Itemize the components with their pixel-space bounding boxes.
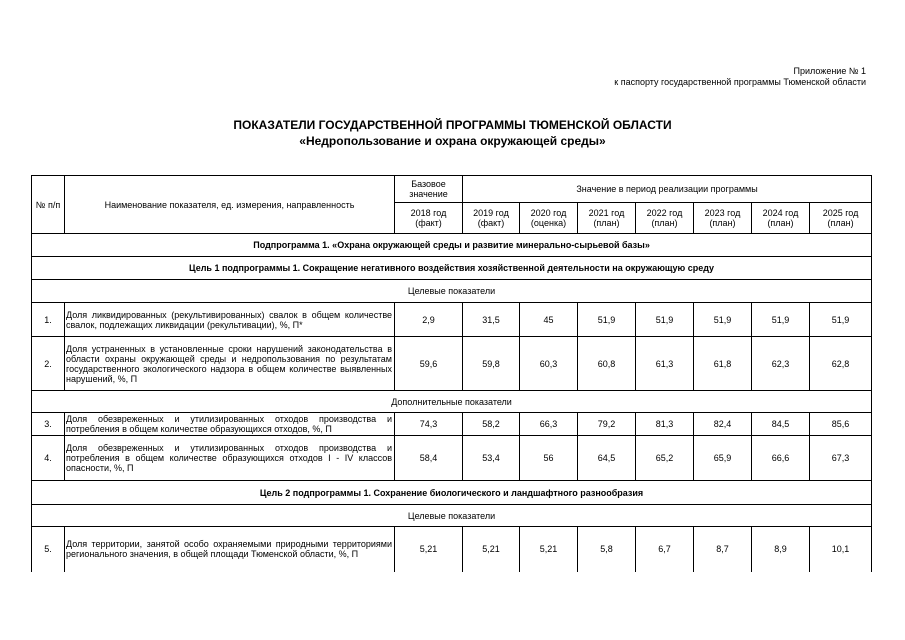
subsection-row [32,391,872,413]
subprogram-title: Подпрограмма 1. «Охрана окружающей среды и развитие минерально-сырьевой базы» [32,234,872,257]
title-line-2: «Недропользование и охрана окружающей среды» [299,134,606,148]
row-value: 85,6 [810,413,872,436]
row-value: 60,8 [578,337,636,391]
row-name: Доля обезвреженных и утилизированных отходов производства и потребления в общем количестве образующихся отходов, %, П [65,413,395,436]
row-value: 51,9 [578,303,636,337]
additional-indicators-label: Дополнительные показатели [32,391,872,413]
target-indicators-label: Целевые показатели [32,280,872,303]
row-num: 2. [32,337,65,391]
header-num: № п/п [32,176,65,234]
section-row [32,257,872,280]
row-value: 5,8 [578,527,636,572]
row-value: 8,7 [694,527,752,572]
row-value: 45 [520,303,578,337]
subsection-row [32,505,872,527]
row-value: 51,9 [810,303,872,337]
row-name: Доля ликвидированных (рекультивированных) свалок в общем количестве свалок, подлежащих ликвидации (рекультивации), %, П* [65,303,395,337]
row-value: 61,3 [636,337,694,391]
row-name: Доля устраненных в установленные сроки нарушений законодательства в области охраны окружающей среды и недропользования по результатам государственного экологического надзора в общем количестве выявленных нарушений, %, П [65,337,395,391]
row-num: 5. [32,527,65,572]
row-value: 6,7 [636,527,694,572]
header-year: 2023 год (план) [694,203,752,234]
row-value: 51,9 [636,303,694,337]
goal-title: Цель 1 подпрограммы 1. Сокращение негативного воздействия хозяйственной деятельности на окружающую среду [32,257,872,280]
header-period: Значение в период реализации программы [463,176,872,203]
section-row [32,481,872,505]
row-value: 62,3 [752,337,810,391]
row-value: 82,4 [694,413,752,436]
table-row [32,436,872,481]
subsection-row [32,280,872,303]
row-value: 5,21 [463,527,520,572]
row-value: 56 [520,436,578,481]
row-value: 66,3 [520,413,578,436]
row-value: 5,21 [395,527,463,572]
table-row [32,303,872,337]
header-year: 2019 год (факт) [463,203,520,234]
row-name: Доля территории, занятой особо охраняемыми природными территориями регионального значения, в общей площади Тюменской области, %, П [65,527,395,572]
table-row [32,527,872,572]
row-value: 66,6 [752,436,810,481]
target-indicators-label: Целевые показатели [32,505,872,527]
row-value: 58,2 [463,413,520,436]
row-value: 79,2 [578,413,636,436]
row-value: 81,3 [636,413,694,436]
row-value: 5,21 [520,527,578,572]
row-value: 62,8 [810,337,872,391]
row-value: 51,9 [752,303,810,337]
goal-title: Цель 2 подпрограммы 1. Сохранение биологического и ландшафтного разнообразия [32,481,872,505]
row-value: 61,8 [694,337,752,391]
header-year: 2021 год (план) [578,203,636,234]
row-value: 64,5 [578,436,636,481]
row-value: 2,9 [395,303,463,337]
row-value: 58,4 [395,436,463,481]
appendix-note [614,66,866,88]
row-value: 60,3 [520,337,578,391]
table-row [32,337,872,391]
appendix-line-1: Приложение № 1 [793,66,866,76]
header-base: Базовое значение [395,176,463,203]
header-year: 2018 год (факт) [395,203,463,234]
row-name: Доля обезвреженных и утилизированных отходов производства и потребления в общем количестве образующихся отходов I - IV классов опасности, %, П [65,436,395,481]
header-name: Наименование показателя, ед. измерения, направленность [65,176,395,234]
document-title [0,117,905,149]
row-value: 84,5 [752,413,810,436]
header-year: 2022 год (план) [636,203,694,234]
row-value: 65,9 [694,436,752,481]
header-year: 2025 год (план) [810,203,872,234]
row-num: 1. [32,303,65,337]
indicators-table [31,175,872,572]
row-value: 53,4 [463,436,520,481]
appendix-line-2: к паспорту государственной программы Тюменской области [614,77,866,87]
row-value: 31,5 [463,303,520,337]
row-value: 59,6 [395,337,463,391]
section-row [32,234,872,257]
row-value: 74,3 [395,413,463,436]
row-num: 4. [32,436,65,481]
table-row [32,413,872,436]
row-value: 65,2 [636,436,694,481]
header-year: 2020 год (оценка) [520,203,578,234]
title-line-1: ПОКАЗАТЕЛИ ГОСУДАРСТВЕННОЙ ПРОГРАММЫ ТЮМЕНСКОЙ ОБЛАСТИ [233,118,672,132]
row-value: 8,9 [752,527,810,572]
header-row-1 [32,176,872,203]
row-num: 3. [32,413,65,436]
row-value: 59,8 [463,337,520,391]
row-value: 51,9 [694,303,752,337]
row-value: 10,1 [810,527,872,572]
header-year: 2024 год (план) [752,203,810,234]
row-value: 67,3 [810,436,872,481]
